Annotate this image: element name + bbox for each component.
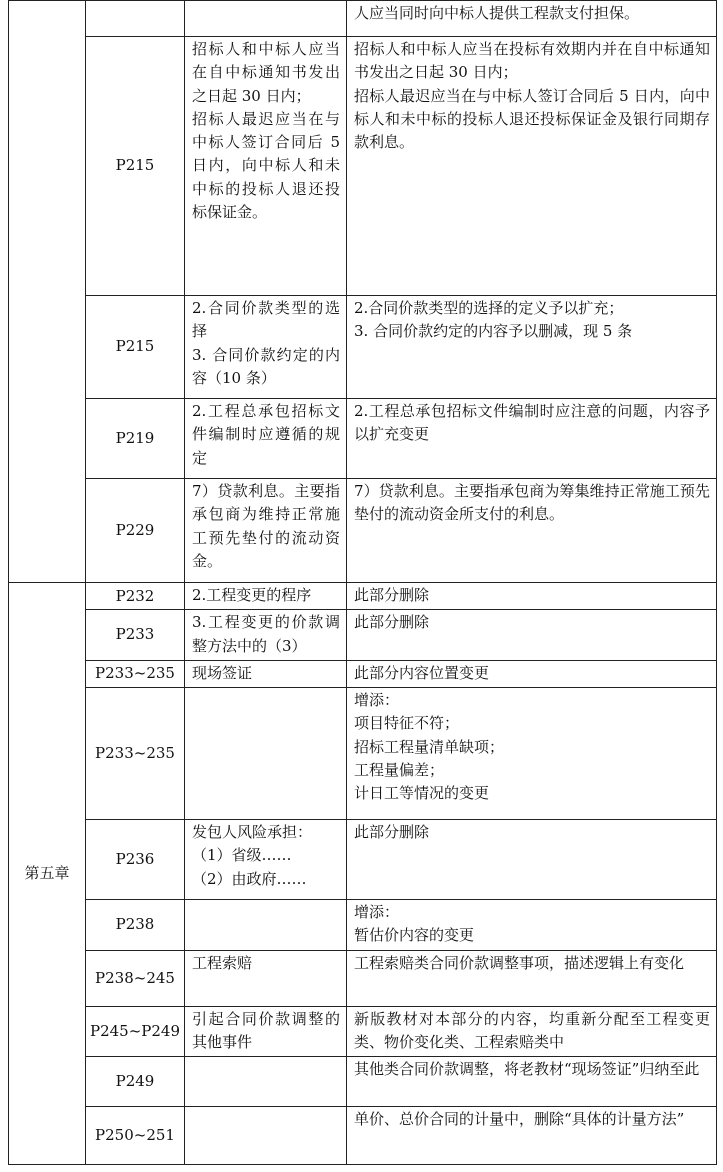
table-row: [9, 1006, 717, 1057]
old-content-line: 2.合同价款类型的选择: [192, 299, 340, 341]
page-ref: P215: [86, 37, 185, 296]
new-content-line: 2.工程总承包招标文件编制时应注意的问题，内容予以扩充变更: [354, 402, 710, 444]
new-content: [347, 479, 717, 583]
old-content-line: 2.工程总承包招标文件编制时应遵循的规定: [192, 402, 340, 467]
old-content-line: 发包人风险承担：: [192, 823, 313, 842]
new-content-line: 工程索赔类合同价款调整事项，描述逻辑上有变化: [354, 953, 685, 972]
new-content: [347, 660, 717, 687]
new-content-line: 单价、总价合同的计量中，删除“具体的计量方法”: [354, 1110, 685, 1129]
old-content: [185, 37, 347, 296]
new-content: [347, 688, 717, 820]
page-ref: P238: [86, 900, 185, 951]
old-content: [185, 1006, 347, 1057]
chapter-cell-empty: [9, 1, 86, 583]
old-content-line: 招标人最迟应当在与中标人签订合同后 5 日内，向中标人和未中标的投标人退还投标保证金。: [192, 109, 340, 222]
old-content: [185, 1, 347, 37]
old-content-line: 招标人和中标人应当在自中标通知书发出之日起 30 日内；: [192, 40, 340, 105]
new-content: [347, 583, 717, 610]
new-content-line: 暂估价内容的变更: [354, 926, 475, 945]
table-row: [9, 399, 717, 479]
page-ref: P232: [86, 583, 185, 610]
page-ref: P236: [86, 820, 185, 900]
table-row: [9, 1, 717, 37]
new-content: [347, 1057, 717, 1107]
old-content-line: 现场签证: [192, 663, 253, 682]
old-content-line: （1）省级……: [192, 846, 292, 865]
old-content: [185, 950, 347, 1006]
table-row: [9, 610, 717, 661]
old-content: [185, 660, 347, 687]
new-content: [347, 610, 717, 661]
page-ref: P215: [86, 296, 185, 399]
table-row: [9, 660, 717, 687]
new-content-line: 7）贷款利息。主要指承包商为筹集维持正常施工预先垫付的流动资金所支付的利息。: [354, 482, 710, 524]
new-content-line: 其他类合同价款调整，将老教材“现场签证”归纳至此: [354, 1060, 700, 1079]
old-content-line: （2）由政府……: [192, 869, 307, 888]
page-ref: P250~251: [86, 1107, 185, 1165]
new-content-line: 招标人和中标人应当在投标有效期内并在自中标通知书发出之日起 30 日内；: [354, 40, 710, 82]
old-content-line: 3. 合同价款约定的内容（10 条）: [192, 345, 340, 387]
table-row: [9, 1057, 717, 1107]
new-content-line: 工程量偏差；: [354, 761, 445, 780]
old-content-line: 工程索赔: [192, 953, 253, 972]
old-content: [185, 900, 347, 951]
new-content-line: 2.合同价款类型的选择的定义予以扩充；: [354, 299, 624, 317]
new-content-line: 增添：: [354, 691, 400, 710]
new-content: [347, 1107, 717, 1165]
old-content-line: 3.工程变更的价款调整方法中的（3）: [192, 613, 340, 655]
page-ref: P233: [86, 610, 185, 661]
table-row: [9, 37, 717, 296]
old-content: [185, 583, 347, 610]
new-content: [347, 820, 717, 900]
page-ref: P219: [86, 399, 185, 479]
old-content-line: 7）贷款利息。主要指承包商为维持正常施工预先垫付的流动资金。: [192, 482, 340, 570]
old-content-line: 引起合同价款调整的其他事件: [192, 1009, 340, 1052]
chapter-label: 第五章: [9, 583, 86, 1165]
new-content: [347, 1006, 717, 1057]
old-content: [185, 296, 347, 399]
new-content-line: 此部分删除: [354, 613, 430, 632]
new-content-line: 计日工等情况的变更: [354, 784, 490, 803]
new-content-line: 此部分删除: [354, 823, 430, 842]
old-content-line: 2.工程变更的程序: [192, 586, 312, 604]
revision-table-body: [9, 1, 717, 1165]
page-ref: P238~245: [86, 950, 185, 1006]
new-content-line: 此部分删除: [354, 586, 430, 604]
page-ref: P249: [86, 1057, 185, 1107]
new-content: [347, 950, 717, 1006]
new-content-line: 人应当同时向中标人提供工程款支付担保。: [354, 4, 640, 22]
new-content-line: 招标工程量清单缺项；: [354, 737, 505, 756]
page-ref: P233~235: [86, 688, 185, 820]
old-content: [185, 399, 347, 479]
page-ref: P229: [86, 479, 185, 583]
new-content-line: 项目特征不符；: [354, 714, 460, 733]
old-content: [185, 820, 347, 900]
table-row: [9, 820, 717, 900]
old-content: [185, 688, 347, 820]
new-content-line: 3. 合同价款约定的内容予以删减，现 5 条: [354, 322, 633, 341]
table-row: [9, 479, 717, 583]
old-content: [185, 479, 347, 583]
new-content: [347, 37, 717, 296]
new-content: [347, 900, 717, 951]
table-row: [9, 950, 717, 1006]
table-row: [9, 900, 717, 951]
table-row: [9, 296, 717, 399]
new-content-line: 此部分内容位置变更: [354, 663, 490, 682]
revision-table: [8, 0, 717, 1165]
table-row: [9, 1107, 717, 1165]
new-content-line: 增添：: [354, 903, 400, 922]
new-content-line: 新版教材对本部分的内容，均重新分配至工程变更类、物价变化类、工程索赔类中: [354, 1009, 710, 1052]
page-ref: P245~P249: [86, 1006, 185, 1057]
old-content: [185, 610, 347, 661]
table-row: [9, 583, 717, 610]
page-ref: [86, 1, 185, 37]
new-content: [347, 399, 717, 479]
old-content: [185, 1057, 347, 1107]
new-content: [347, 296, 717, 399]
table-row: [9, 688, 717, 820]
page-ref: P233~235: [86, 660, 185, 687]
new-content-line: 招标人最迟应当在与中标人签订合同后 5 日内，向中标人和未中标的投标人退还投标保证金及银行同期存款利息。: [354, 86, 710, 152]
new-content: [347, 1, 717, 37]
old-content: [185, 1107, 347, 1165]
